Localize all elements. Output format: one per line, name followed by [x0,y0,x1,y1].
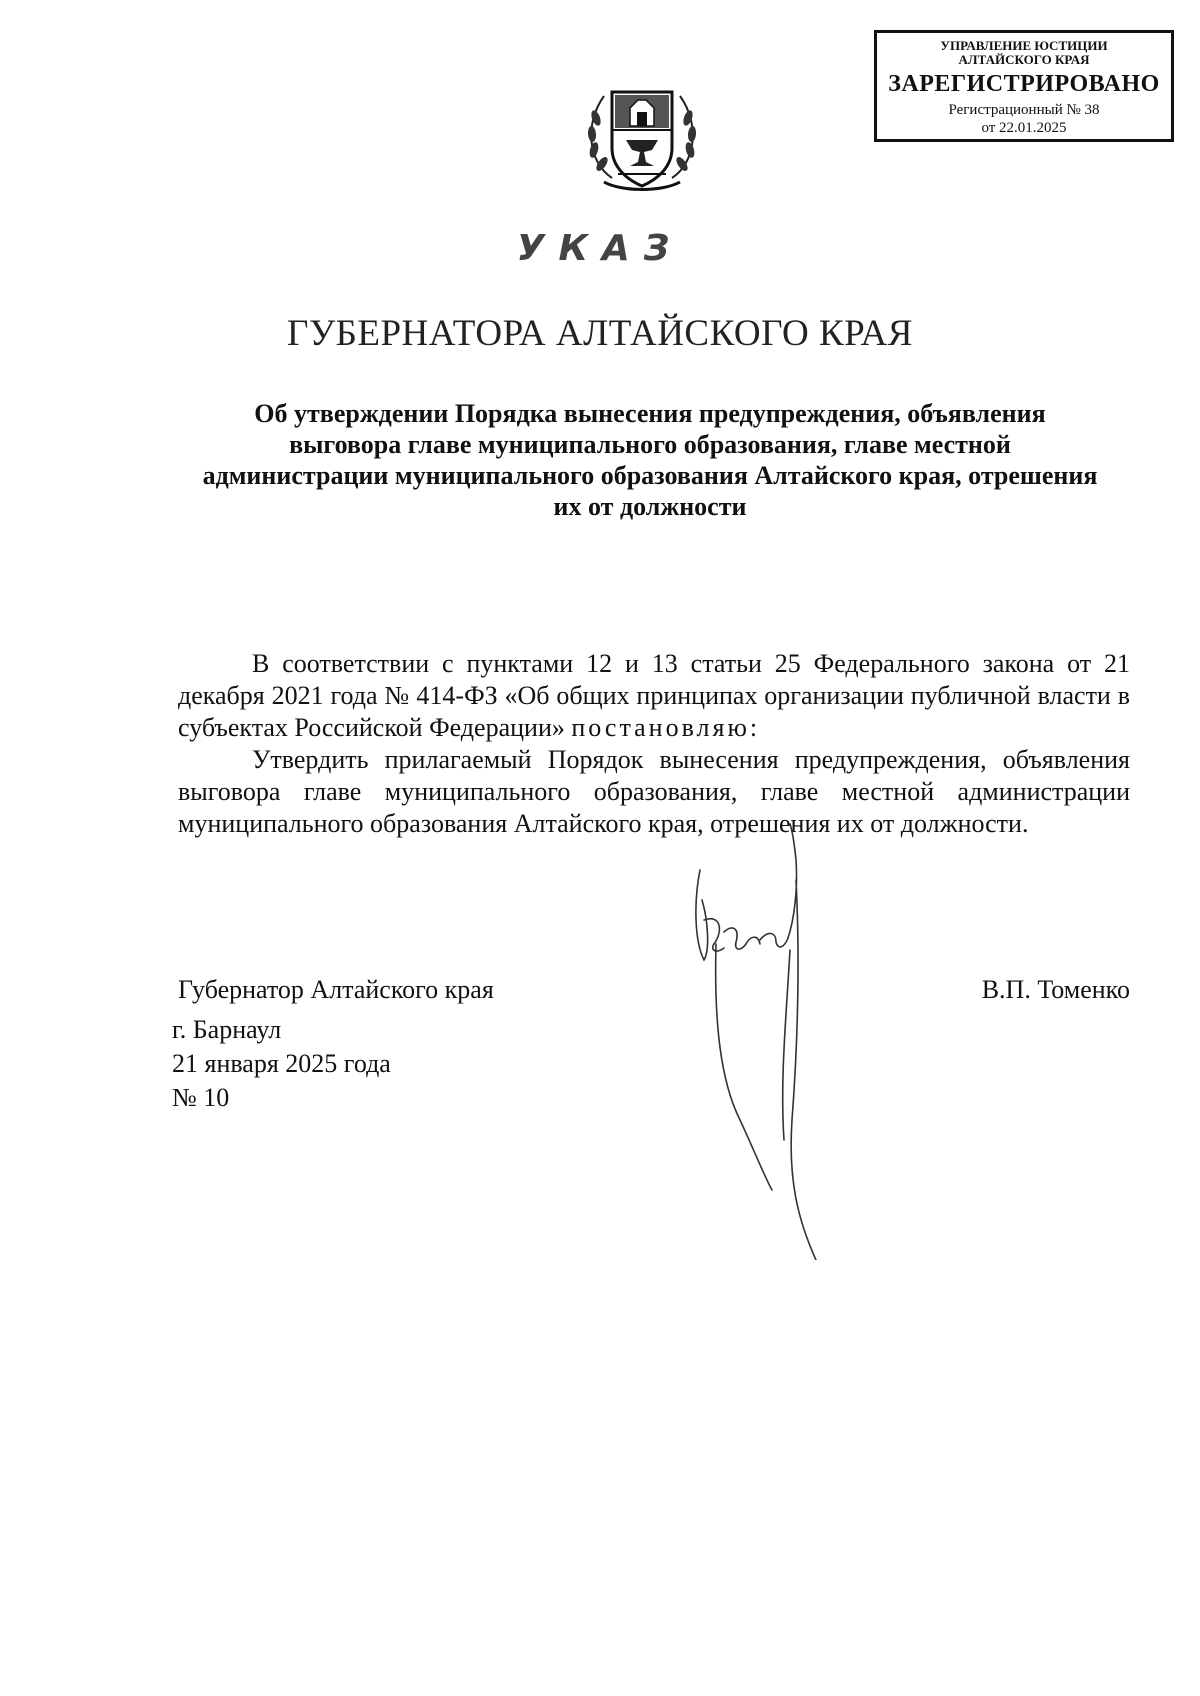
stamp-status: ЗАРЕГИСТРИРОВАНО [888,71,1160,97]
altai-krai-coat-of-arms-icon [582,78,702,196]
stamp-reg-date: от 22.01.2025 [981,120,1067,136]
document-date: 21 января 2025 года [172,1049,391,1078]
document-subject: Об утверждении Порядка вынесения предупреждения, объявления выговора главе муниципального образования, главе местной администрации муниципального образования Алтайского края, отрешения их от должности [202,399,1098,521]
stamp-reg-number: Регистрационный № 38 [948,102,1100,118]
stamp-authority-line1: УПРАВЛЕНИЕ ЮСТИЦИИ [940,38,1108,53]
document-body [178,648,1130,840]
body-paragraph-1 [178,648,1130,744]
document-number: № 10 [172,1083,230,1112]
document-place: г. Барнаул [172,1015,282,1044]
signatory-name: В.П. Томенко [981,975,1130,1004]
document-issuer: ГУБЕРНАТОРА АЛТАЙСКОГО КРАЯ [287,313,913,354]
signatory-title: Губернатор Алтайского края [178,975,494,1004]
registration-stamp [874,30,1174,142]
document-type-title: УКАЗ [516,228,684,269]
body-paragraph-1-text: В соответствии с пунктами 12 и 13 статьи 25 Федерального закона от 21 декабря 2021 года № 414-ФЗ «Об общих принципах организации публичной власти в субъектах Российской Федерации» [178,649,1130,742]
handwritten-signature [680,820,850,1260]
stamp-authority-line2: АЛТАЙСКОГО КРАЯ [958,52,1090,67]
decree-verb: постановляю: [571,713,761,742]
body-paragraph-2: Утвердить прилагаемый Порядок вынесения предупреждения, объявления выговора главе муниципального образования, главе местной администрации муниципального образования Алтайского края, отрешения их от должности. [178,745,1130,838]
